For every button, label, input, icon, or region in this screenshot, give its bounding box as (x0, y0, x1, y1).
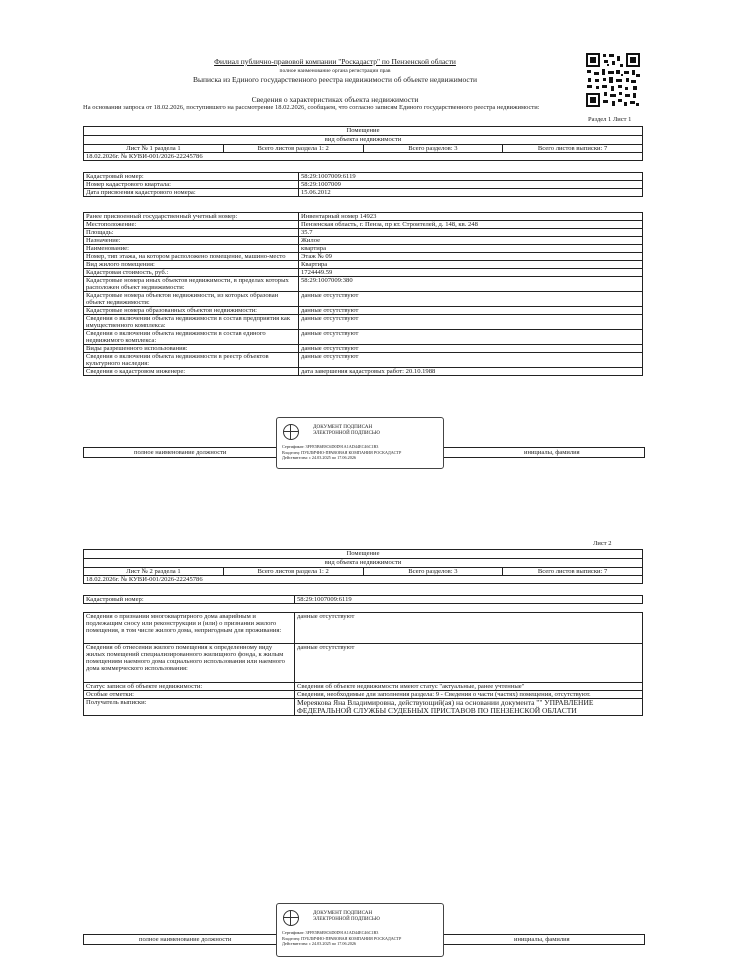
row-value: Пензенская область, г. Пенза, пр кт. Строителей, д. 148, кв. 248 (299, 221, 643, 229)
sections-total: Всего разделов: 3 (363, 568, 503, 576)
row-value: 35.7 (299, 229, 643, 237)
row-label: Площадь: (84, 229, 299, 237)
sheets-in-section: Всего листов раздела 1: 2 (223, 568, 363, 576)
row-label: Дата присвоения кадастрового номера: (84, 189, 299, 197)
row-label: Кадастровая стоимость, руб.: (84, 269, 299, 277)
object-subtitle: вид объекта недвижимости (84, 559, 643, 568)
sheet2-main-table (83, 612, 643, 716)
row-label: Статус записи об объекте недвижимости: (84, 683, 295, 691)
emblem-icon (283, 910, 299, 926)
row-label: Сведения о признании многоквартирного дома аварийным и подлежащим сносу или реконструкции и (или) о признании жилого помещения, в том числе жилого дома, непригодным для проживания: (84, 613, 295, 644)
row-value: Инвентарный номер 14923 (299, 213, 643, 221)
row-label: Кадастровые номера иных объектов недвижимости, в пределах которых расположен объект недвижимости: (84, 277, 299, 292)
table-row (84, 277, 643, 292)
position-label: полное наименование должности (139, 936, 232, 943)
row-label: Сведения о кадастровом инженере: (84, 368, 299, 376)
row-label: Особые отметки: (84, 691, 295, 699)
row-label: Сведения об отнесении жилого помещения к определенному виду жилых помещений специализированного жилищного фонда, к жилым помещениям наемного дома социального использования или наемного дома коммерческого использования: (84, 644, 295, 683)
sheet2-header-table (83, 549, 643, 584)
stamp-subtitle: ЭЛЕКТРОННОЙ ПОДПИСЬЮ (313, 431, 380, 436)
row-value: данные отсутствуют (299, 292, 643, 307)
row-value: дата завершения кадастровых работ: 20.10.1988 (299, 368, 643, 376)
row-value: 1724449.59 (299, 269, 643, 277)
extract-sheets-total: Всего листов выписки: 7 (503, 568, 643, 576)
table-row (84, 330, 643, 345)
sheet1-header-table (83, 126, 643, 161)
e-signature-stamp (276, 417, 444, 469)
stamp-details (282, 930, 432, 947)
row-label: Назначение: (84, 237, 299, 245)
sheet2-label: Лист 2 (593, 540, 612, 547)
table-row (84, 269, 643, 277)
table-row (84, 245, 643, 253)
row-value: Этаж № 09 (299, 253, 643, 261)
row-value: 15.06.2012 (299, 189, 643, 197)
row-value: данные отсутствуют (295, 613, 643, 644)
extract-sheets-total: Всего листов выписки: 7 (503, 145, 643, 153)
row-value: данные отсутствуют (299, 353, 643, 368)
row-label: Номер, тип этажа, на котором расположено помещение, машино-место (84, 253, 299, 261)
name-label: инициалы, фамилия (524, 449, 580, 456)
request-line: На основании запроса от 18.02.2026, поступившего на рассмотрение 18.02.2026, сообщаем, что согласно записям Единого государственного реестра недвижимости: (83, 104, 540, 111)
sections-total: Всего разделов: 3 (363, 145, 503, 153)
stamp-subtitle: ЭЛЕКТРОННОЙ ПОДПИСЬЮ (313, 917, 380, 922)
doc-title: Выписка из Единого государственного реестра недвижимости об объекте недвижимости (192, 75, 478, 84)
row-label: Наименование: (84, 245, 299, 253)
section-sheet-label: Раздел 1 Лист 1 (588, 116, 632, 123)
row-label: Ранее присвоенный государственный учетный номер: (84, 213, 299, 221)
row-value: данные отсутствуют (299, 315, 643, 330)
org-name: Филиал публично-правовой компании "Роскадастр" по Пензенской области (214, 57, 456, 66)
row-value: данные отсутствуют (299, 307, 643, 315)
object-title: Помещение (84, 550, 643, 559)
table-row (84, 644, 643, 683)
stamp-validity: Действителен: с 24.03.2025 по 17.06.2026 (282, 455, 357, 460)
sheet-number: Лист № 1 раздела 1 (84, 145, 224, 153)
row-label: Сведения о включении объекта недвижимости в состав предприятия как имущественного комплекса: (84, 315, 299, 330)
row-label: Кадастровый номер: (84, 173, 299, 181)
name-label: инициалы, фамилия (514, 936, 570, 943)
row-label: Сведения о включении объекта недвижимости в состав единого недвижимого комплекса: (84, 330, 299, 345)
stamp-certificate: Сертификат: 3FFE5B6E8C6D0D91A1AD44EC46C1B3 (282, 444, 379, 449)
row-value: Жилое (299, 237, 643, 245)
extract-date-number: 18.02.2026г. № КУВИ-001/2026-22245786 (84, 576, 643, 584)
table-row (84, 181, 643, 189)
row-label: Местоположение: (84, 221, 299, 229)
table-row (84, 307, 643, 315)
object-title: Помещение (84, 127, 643, 136)
row-label: Виды разрешенного использования: (84, 345, 299, 353)
row-value: 58:29:1007009:6119 (295, 596, 643, 604)
row-value: данные отсутствуют (299, 330, 643, 345)
stamp-title: ДОКУМЕНТ ПОДПИСАН (313, 910, 373, 916)
position-label: полное наименование должности (134, 449, 227, 456)
table-row (84, 683, 643, 691)
row-value: 58:29:1007009 (299, 181, 643, 189)
object-subtitle: вид объекта недвижимости (84, 136, 643, 145)
sheet1-ident-table (83, 172, 643, 197)
table-row (84, 261, 643, 269)
row-label: Кадастровые номера объектов недвижимости, из которых образован объект недвижимости: (84, 292, 299, 307)
table-row (84, 213, 643, 221)
qr-code (585, 52, 641, 108)
sheet2-cad-table (83, 595, 643, 604)
table-row (84, 596, 643, 604)
row-value: Сведения, необходимые для заполнения раздела: 9 - Сведения о части (частях) помещения, отсутствуют. (295, 691, 643, 699)
row-label: Получатель выписки: (84, 699, 295, 716)
table-row (84, 221, 643, 229)
row-value: данные отсутствуют (295, 644, 643, 683)
row-value: 58:29:1007009:380 (299, 277, 643, 292)
stamp-details (282, 444, 432, 461)
row-label: Кадастровый номер: (84, 596, 295, 604)
row-value: Квартира (299, 261, 643, 269)
table-row (84, 253, 643, 261)
extract-date-number: 18.02.2026г. № КУВИ-001/2026-22245786 (84, 153, 643, 161)
org-note: полное наименование органа регистрации прав (279, 68, 391, 74)
table-row (84, 237, 643, 245)
table-row (84, 613, 643, 644)
section-title: Сведения о характеристиках объекта недвижимости (251, 95, 419, 104)
table-row (84, 353, 643, 368)
sheet-number: Лист № 2 раздела 1 (84, 568, 224, 576)
row-label: Сведения о включении объекта недвижимости в реестр объектов культурного наследия: (84, 353, 299, 368)
table-row (84, 292, 643, 307)
emblem-icon (283, 424, 299, 440)
row-value: квартира (299, 245, 643, 253)
stamp-title: ДОКУМЕНТ ПОДПИСАН (313, 424, 373, 430)
row-value: Сведения об объекте недвижимости имеют статус "актуальные, ранее учтенные" (295, 683, 643, 691)
table-row (84, 229, 643, 237)
table-row (84, 189, 643, 197)
sheet1-main-table (83, 212, 643, 376)
table-row (84, 368, 643, 376)
stamp-owner: Владелец: ПУБЛИЧНО-ПРАВОВАЯ КОМПАНИЯ РОСКАДАСТР (282, 449, 402, 455)
row-value: 58:29:1007009:6119 (299, 173, 643, 181)
stamp-owner: Владелец: ПУБЛИЧНО-ПРАВОВАЯ КОМПАНИЯ РОСКАДАСТР (282, 935, 402, 941)
table-row (84, 345, 643, 353)
row-value: данные отсутствуют (299, 345, 643, 353)
sheets-in-section: Всего листов раздела 1: 2 (223, 145, 363, 153)
table-row (84, 315, 643, 330)
row-label: Номер кадастрового квартала: (84, 181, 299, 189)
table-row (84, 173, 643, 181)
row-value: Мереякова Яна Владимировна, действующий(ая) на основании документа "" УПРАВЛЕНИЕ ФЕДЕРАЛЬНОЙ СЛУЖБЫ СУДЕБНЫХ ПРИСТАВОВ ПО ПЕНЗЕНСКОЙ ОБЛАСТИ (295, 699, 643, 716)
e-signature-stamp (276, 903, 444, 957)
table-row (84, 699, 643, 716)
stamp-validity: Действителен: с 24.03.2025 по 17.06.2026 (282, 941, 357, 946)
row-label: Вид жилого помещения: (84, 261, 299, 269)
row-label: Кадастровые номера образованных объектов недвижимости: (84, 307, 299, 315)
stamp-certificate: Сертификат: 3FFE5B6E8C6D0D91A1AD44EC46C1B3 (282, 930, 379, 935)
